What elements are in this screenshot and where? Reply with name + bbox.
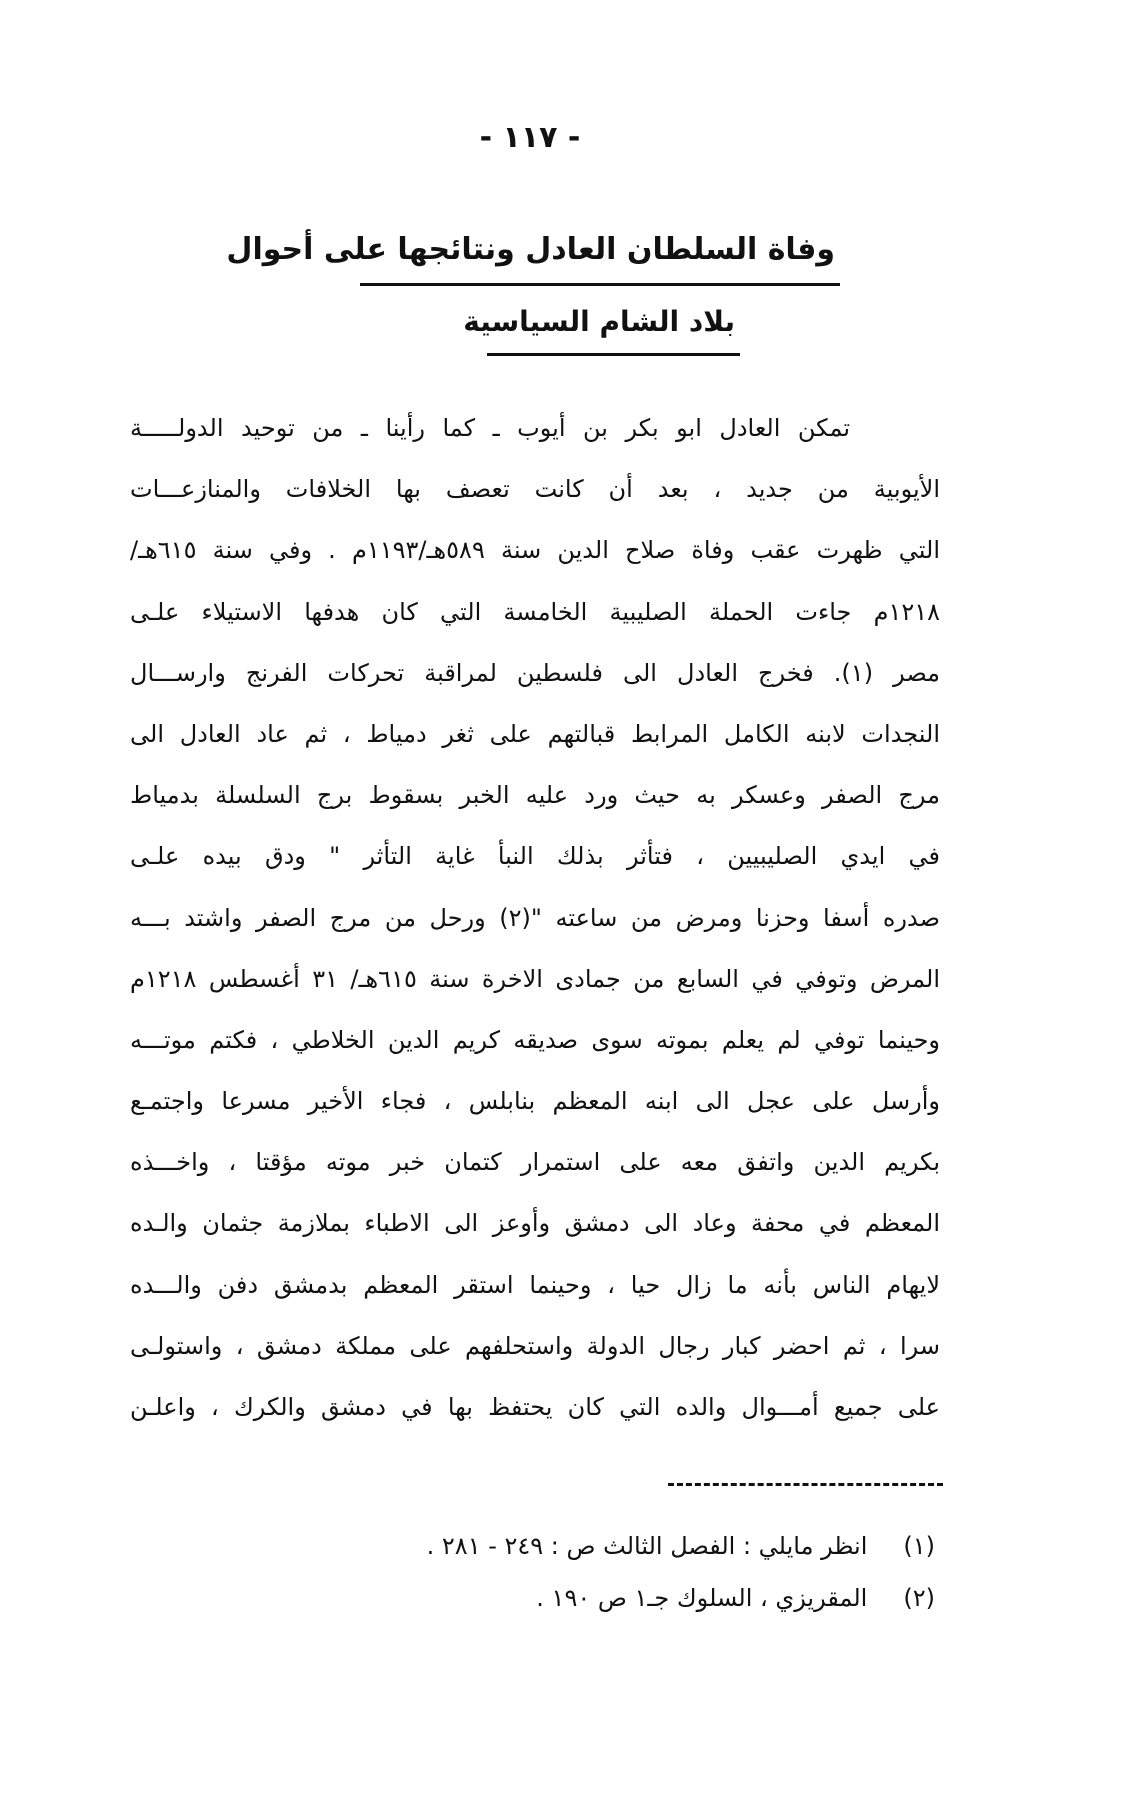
body-line: وأرسل على عجل الى ابنه المعظم بنابلس ، فجاء الأخير مسرعا واجتمـع — [130, 1087, 940, 1116]
footnote-number: (٢) — [903, 1584, 935, 1612]
title-underline — [360, 283, 840, 286]
body-line: المعظم في محفة وعاد الى دمشق وأوعز الى الاطباء بملازمة جثمان والـده — [130, 1209, 940, 1238]
footnote-separator — [668, 1483, 943, 1486]
footnote-text: انظر مايلي : الفصل الثالث ص : ٢٤٩ - ٢٨١ . — [426, 1532, 868, 1560]
body-line: الأيوبية من جديد ، بعد أن كانت تعصف بها الخلافات والمنازعـــات — [130, 475, 940, 504]
body-line: التي ظهرت عقب وفاة صلاح الدين سنة ٥٨٩هـ/١١٩٣م . وفي سنة ٦١٥هـ/ — [130, 536, 940, 565]
footnote-item — [285, 1572, 935, 1624]
body-line: وحينما توفي لم يعلم بموته سوى صديقه كريم الدين الخلاطي ، فكتم موتـــه — [130, 1025, 940, 1054]
page-number: - ١١٧ - — [479, 120, 581, 155]
body-line: في ايدي الصليبيين ، فتأثر بذلك النبأ غاية التأثر " ودق بيده علـى — [130, 842, 940, 871]
body-text — [130, 398, 940, 1438]
chapter-title-line2: بلاد الشام السياسية — [463, 305, 735, 338]
body-line: على جميع أمـــوال والده التي كان يحتفظ بها في دمشق والكرك ، واعلـن — [130, 1393, 940, 1421]
body-line: تمكن العادل ابو بكر بن أيوب ـ كما رأينا ـ من توحيد الدولـــــة — [130, 414, 850, 442]
body-line: صدره أسفا وحزنا ومرض من ساعته "(٢) ورحل من مرج الصفر واشتد بـــه — [130, 903, 940, 932]
body-line: مصر (١). فخرج العادل الى فلسطين لمراقبة تحركات الفرنج وارســـال — [130, 658, 940, 687]
body-line: بكريم الدين واتفق معه على استمرار كتمان خبر موته مؤقتا ، واخـــذه — [130, 1148, 940, 1177]
body-line: ١٢١٨م جاءت الحملة الصليبية الخامسة التي كان هدفها الاستيلاء علـى — [130, 597, 940, 626]
footnote-number: (١) — [903, 1532, 935, 1560]
footnote-text: المقريزي ، السلوك جـ١ ص ١٩٠ . — [536, 1584, 868, 1612]
body-line: سرا ، ثم احضر كبار رجال الدولة واستحلفهم على مملكة دمشق ، واستولـى — [130, 1331, 940, 1360]
subtitle-underline — [487, 353, 740, 356]
body-line: مرج الصفر وعسكر به حيث ورد عليه الخبر بسقوط برج السلسلة بدمياط — [130, 781, 940, 810]
chapter-title-line1: وفاة السلطان العادل ونتائجها على أحوال — [226, 232, 835, 267]
body-line: لايهام الناس بأنه ما زال حيا ، وحينما استقر المعظم بدمشق دفن والـــده — [130, 1270, 940, 1299]
body-line: النجدات لابنه الكامل المرابط قبالتهم على ثغر دمياط ، ثم عاد العادل الى — [130, 719, 940, 748]
footnote-item — [285, 1520, 935, 1572]
footnotes — [285, 1520, 935, 1624]
body-line: المرض وتوفي في السابع من جمادى الاخرة سنة ٦١٥هـ/ ٣١ أغسطس ١٢١٨م — [130, 964, 940, 993]
